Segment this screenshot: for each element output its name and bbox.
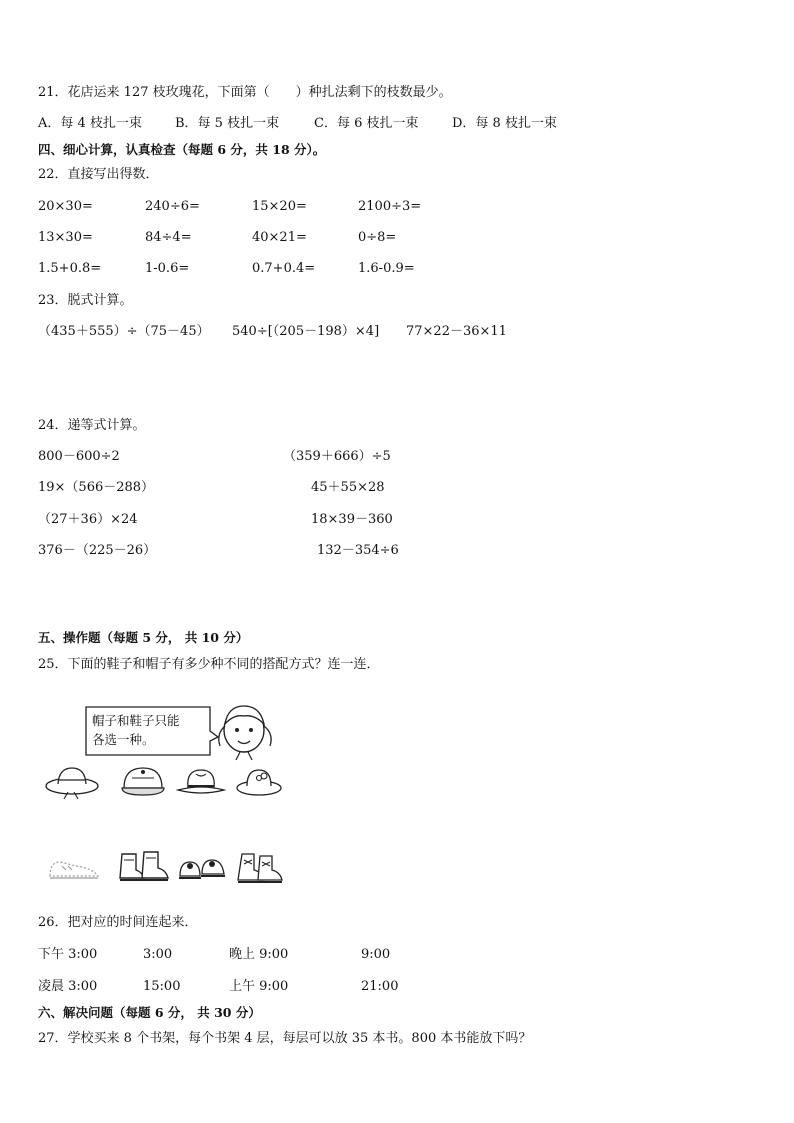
boots-icon <box>116 846 172 886</box>
q24-r3-right: 18×39－360 <box>311 512 393 527</box>
q23-item-1: （435＋555）÷（75－45） <box>38 324 210 339</box>
q24-r3-left: （27＋36）×24 <box>38 512 138 527</box>
sun-hat-icon <box>44 762 100 800</box>
q22-r1c1: 20×30= <box>38 199 93 214</box>
girl-icon <box>214 700 276 762</box>
q23-item-3: 77×22－36×11 <box>406 324 507 339</box>
q24-r2-left: 19×（566－288） <box>38 480 155 495</box>
flower-hat-icon <box>234 764 284 800</box>
hiking-shoes-icon <box>234 848 286 886</box>
q26-r2c3: 上午 9:00 <box>229 979 289 994</box>
q26-r2c1: 凌晨 3:00 <box>38 979 98 994</box>
q22-stem: 22．直接写出得数． <box>38 167 159 182</box>
section-4-title: 四、细心计算，认真检查（每题 6 分，共 18 分）。 <box>38 142 326 157</box>
q22-r3c1: 1.5+0.8= <box>38 261 102 276</box>
q24-r4-left: 376－（225－26） <box>38 543 157 558</box>
q22-r3c3: 0.7+0.4= <box>252 261 316 276</box>
fedora-hat-icon <box>176 764 226 800</box>
q26-r2c4: 21:00 <box>361 979 399 994</box>
sneaker-icon <box>46 852 102 884</box>
q24-r4-right: 132－354÷6 <box>317 543 399 558</box>
q22-r2c3: 40×21= <box>252 230 307 245</box>
q22-r1c3: 15×20= <box>252 199 307 214</box>
q24-r1-right: （359＋666）÷5 <box>283 449 391 464</box>
q21-option-c: C．每 6 枝扎一束 <box>314 116 419 131</box>
q21-option-a: A．每 4 枝扎一束 <box>38 116 142 131</box>
q23-stem: 23．脱式计算。 <box>38 293 133 308</box>
q22-r3c4: 1.6-0.9= <box>358 261 415 276</box>
q22-r1c4: 2100÷3= <box>358 199 422 214</box>
q26-stem: 26．把对应的时间连起来． <box>38 915 198 930</box>
q26-r1c1: 下午 3:00 <box>38 947 98 962</box>
section-6-title: 六、解决问题（每题 6 分， 共 30 分） <box>38 1005 261 1020</box>
q22-r2c4: 0÷8= <box>358 230 397 245</box>
q22-r3c2: 1-0.6= <box>145 261 190 276</box>
q21-option-b: B．每 5 枝扎一束 <box>175 116 280 131</box>
q21-stem: 21．花店运来 127 枝玫瑰花，下面第（ ）种扎法剩下的枝数最少。 <box>38 85 452 100</box>
q24-r1-left: 800－600÷2 <box>38 449 120 464</box>
q26-r1c2: 3:00 <box>143 947 173 962</box>
section-5-title: 五、操作题（每题 5 分， 共 10 分） <box>38 630 249 645</box>
q25-stem: 25．下面的鞋子和帽子有多少种不同的搭配方式？连一连． <box>38 657 380 672</box>
q26-r1c3: 晚上 9:00 <box>229 947 289 962</box>
q24-stem: 24．递等式计算。 <box>38 418 146 433</box>
q22-r2c1: 13×30= <box>38 230 93 245</box>
q21-option-d: D．每 8 枝扎一束 <box>452 116 557 131</box>
q24-r2-right: 45＋55×28 <box>311 480 385 495</box>
speech-line-1: 帽子和鞋子只能 <box>92 713 180 728</box>
speech-line-2: 各选一种。 <box>92 732 155 747</box>
q26-r1c4: 9:00 <box>361 947 391 962</box>
q23-item-2: 540÷[（205－198）×4] <box>232 324 380 339</box>
q22-r1c2: 240÷6= <box>145 199 200 214</box>
sandals-icon <box>176 850 228 884</box>
q27-stem: 27．学校买来 8 个书架，每个书架 4 层，每层可以放 35 本书。800 本书能放下吗？ <box>38 1031 532 1046</box>
q26-r2c2: 15:00 <box>143 979 181 994</box>
q22-r2c2: 84÷4= <box>145 230 192 245</box>
cap-icon <box>118 764 168 800</box>
